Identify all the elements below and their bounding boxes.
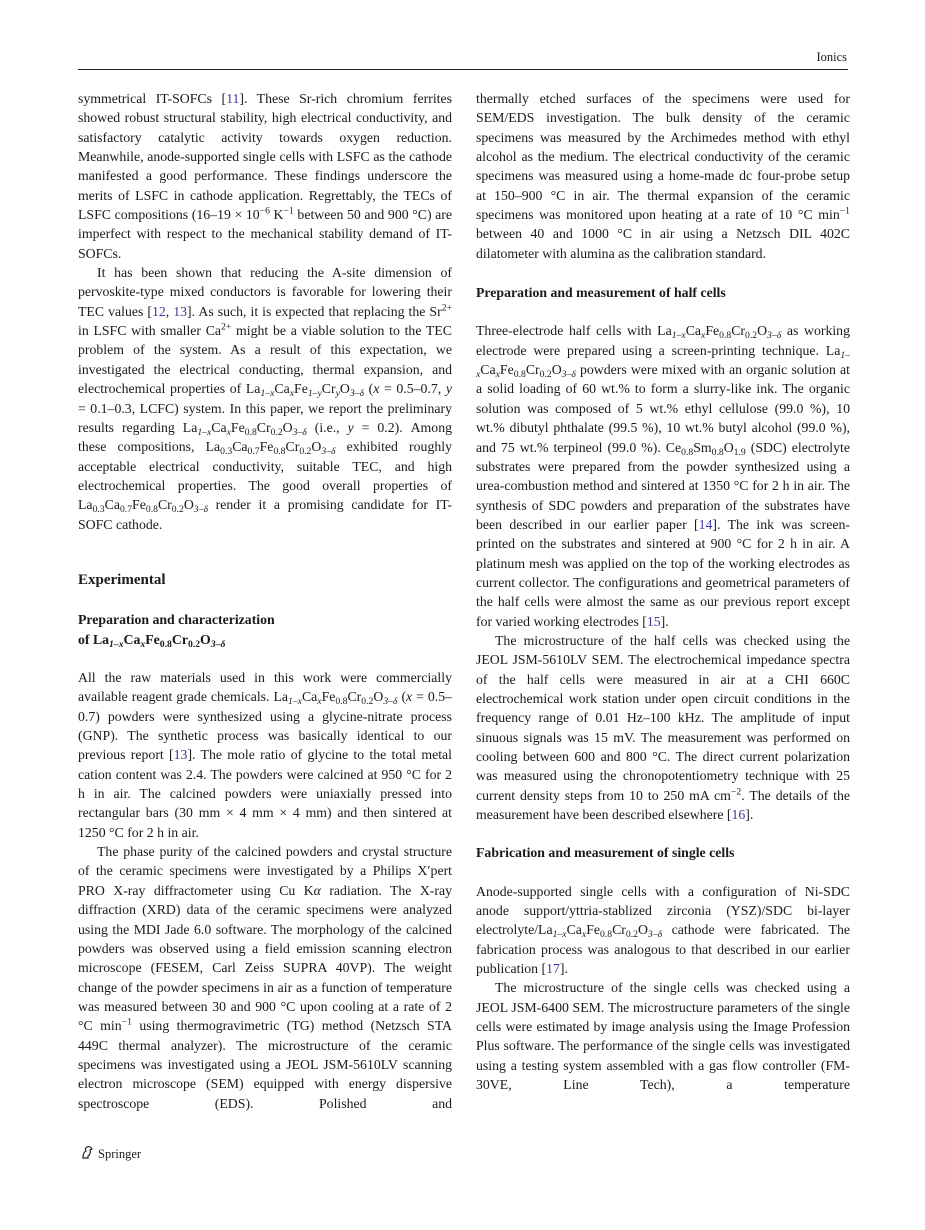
subsection-heading: Preparation and measurement of half cells <box>476 285 726 301</box>
paragraph: Three-electrode half cells with $La_{1-x}Ca_xFe_{0.8}Cr_{0.2}O_{3-\delta}$ as working electrode were prepared using a screen-printing technique. $La_{1-x}Ca_xFe_{0.8}Cr_{0.2}O_{3-\delta}$ powders were mixed with an organic solution at a solid loading of 60 wt.% to form a slurry-like ink. The organic solution was composed of 5 wt.% ethyl cellulose (99.0 %), 10 wt.% dibutyl phthalate (99.5 %), 10 wt.% butyl alcohol (99.0 %), and 75 wt.% terpineol (99.0 %). $Ce_{0.8}Sm_{0.8}O_{1.9}$ (SDC) electrolyte substrates were prepared from the powder synthesized using a urea-combustion method and sintered at 1350 °C for 2 h in air. The synthesis of SDC powders and preparation of the substrates have been described in our earlier paper [14]. The ink was screen-printed on the substrates and sintered at 900 °C for 2 h in air. A platinum mesh was applied on the top of the working electrodes as current collector. The configurations and geometrical parameters of the half cells were almost the same as our previous report except for varied working electrodes [15]. <box>476 323 850 629</box>
paragraph: thermally etched surfaces of the specimens were used for SEM/EDS investigation. The bulk density of the ceramic specimens was measured by the Archimedes method with ethyl alcohol as the medium. The electrical conductivity of the ceramic specimens was measured using a home-made dc four-probe setup at 150–900 °C in air. The thermal expansion of the ceramic specimens was monitored upon heating at a rate of 10 °C $\min^{-1}$ between 40 and 1000 °C in air using a Netzsch DIL 402C dilatometer with alumina as the calibration standard. <box>476 91 850 261</box>
footer <box>80 1145 141 1163</box>
citation-link[interactable]: 15 <box>646 613 661 629</box>
journal-name: Ionics <box>816 50 847 64</box>
subsection-heading: Preparation and characterization <box>78 612 275 628</box>
right-column <box>476 89 850 1095</box>
paragraph: The microstructure of the single cells was checked using a JEOL JSM-6400 SEM. The microstructure parameters of the single cells were estimated by image analysis using the Image Profession Plus software. The performance of the single cells was investigated using a testing system assembled with a gas flow controller (FM-30VE, Line Tech), a temperature <box>476 980 850 1093</box>
citation-link[interactable]: 12 <box>151 303 166 319</box>
paragraph: All the raw materials used in this work were commercially available reagent grade chemicals. $La_{1-x}Ca_xFe_{0.8}Cr_{0.2}O_{3-\delta}$ (x = 0.5–0.7) powders were synthesized using a glycine-nitrate process (GNP). The synthetic process was basically identical to our previous report [13]. The mole ratio of glycine to the total metal cation content was 2.4. The powders were calcined at 950 °C for 2 h in air. The calcined powders were uniaxially pressed into rectangular bars (30 mm × 4 mm × 4 mm) and then sintered at 1250 °C for 2 h in air. <box>78 670 453 840</box>
subsection-heading: Fabrication and measurement of single cells <box>476 845 735 861</box>
citation-link[interactable]: 11 <box>226 91 240 106</box>
springer-horse-logo-icon <box>80 1145 94 1163</box>
citation-link[interactable]: 16 <box>731 807 746 823</box>
citation-link[interactable]: 14 <box>698 516 713 532</box>
citation-link[interactable]: 13 <box>173 747 188 763</box>
left-column-top <box>78 89 452 534</box>
citation-link[interactable]: 13 <box>173 303 188 319</box>
publisher-name: Springer <box>98 1146 142 1161</box>
section-heading-experimental: Experimental <box>78 572 166 588</box>
left-column-experimental <box>78 571 452 1113</box>
paragraph: The microstructure of the half cells was checked using the JEOL JSM-5610LV SEM. The electrochemical impedance spectra of the half cells were measured in air at a CHI 660C electrochemical work station under open circuit conditions in the frequency range of 0.01 Hz–100 kHz. The amplitude of input sinuous signals was 15 mV. The measurement was performed on cooling between 600 and 800 °C. The direct current polarization was measured using the chronopotentiometry technique with 25 current density steps from 10 to 250 mA $cm^{-2}$. The details of the measurement have been described elsewhere [16]. <box>476 632 850 823</box>
paragraph: Anode-supported single cells with a configuration of Ni-SDC anode support/yttria-stablized zirconia (YSZ)/SDC bi-layer electrolyte/$La_{1-x}Ca_xFe_{0.8}Cr_{0.2}O_{3-\delta}$ cathode were fabricated. The fabrication process was analogous to that described in our earlier publication [17]. <box>476 883 850 977</box>
paragraph: symmetrical IT-SOFCs [11]. These Sr-rich chromium ferrites showed robust structural stability, high electrical conductivity, and satisfactory catalytic activity towards oxygen reduction. Meanwhile, anode-supported single cells with LSFC as the cathode manifested a good performance. These findings underscore the merits of LSFC in cathode application. Regrettably, the TECs of LSFC compositions ($16-19 \times 10^{-6}$ $K^{-1}$ between 50 and 900 °C) are imperfect with respect to the mechanical stability demand of IT-SOFCs. <box>78 91 452 261</box>
subsection-heading-formula: of $La_{1-x}Ca_xFe_{0.8}Cr_{0.2}O_{3-\delta}$ <box>78 631 226 650</box>
citation-link[interactable]: 17 <box>546 961 560 977</box>
paragraph: It has been shown that reducing the A-site dimension of pervoskite-type mixed conductors is favorable for lowering their TEC values [12, 13]. As such, it is expected that replacing the $Sr^{2+}$ in LSFC with smaller $Ca^{2+}$ might be a viable solution to the TEC problem of the system. As a result of this expectation, we investigated the electrical conducting, thermal expansion, and electrochemical properties of $La_{1-x}Ca_xFe_{1-y}Cr_yO_{3-\delta}$ (x = 0.5–0.7, y = 0.1–0.3, LCFC) system. In this paper, we report the preliminary results regarding $La_{1-x}Ca_xFe_{0.8}Cr_{0.2}O_{3-\delta}$ (i.e., y = 0.2). Among these compositions, $La_{0.3}Ca_{0.7}Fe_{0.8}Cr_{0.2}O_{3-\delta}$ exhibited roughly acceptable electrical conductivity, suitable TEC, and high electrochemical properties. The good overall properties of $La_{0.3}Ca_{0.7}Fe_{0.8}Cr_{0.2}O_{3-\delta}$ render it a promising candidate for IT-SOFC cathode. <box>78 265 453 532</box>
paragraph: The phase purity of the calcined powders and crystal structure of the ceramic specimens were investigated by a Philips X′pert PRO X-ray diffractometer using Cu Kα radiation. The X-ray diffraction (XRD) data of the ceramic specimens were analyzed using the MDI Jade 6.0 software. The morphology of the calcined powders was observed using a field emission scanning electron microscope (FESEM, Carl Zeiss SUPRA 40VP). The weight change of the powder specimens in air as a function of temperature was measured between 30 and 900 °C upon cooling at a rate of 2 °C $\min^{-1} using$ thermogravimetric (TG) method (Netzsch STA 449C thermal analyzer). The microstructure of the ceramic specimens was investigated using a JEOL JSM-5610LV scanning electron microscope (SEM) equipped with energy dispersive spectroscope (EDS). Polished and <box>78 844 453 1111</box>
header-rule <box>78 69 848 70</box>
